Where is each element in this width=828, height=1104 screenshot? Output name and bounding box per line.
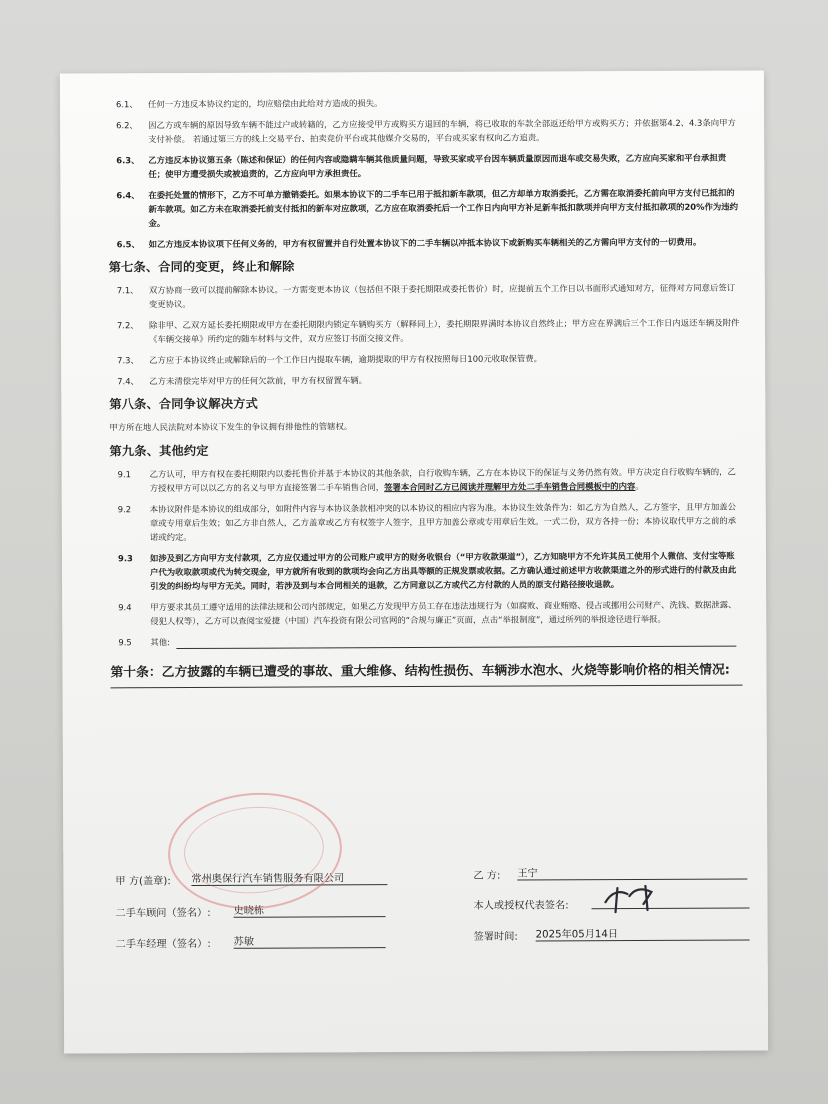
clause-item (110, 500, 742, 545)
manager-label: 二手车经理（签名）: (115, 938, 211, 951)
clause-9-1 (110, 465, 742, 496)
clause-text: 因乙方或车辆的原因导致车辆不能过户或转籍的，乙方应接受甲方或购买方退回的车辆，将已收取的车款全部返还给甲方或购买方；并依据第4.2、4.3条向甲方支付补偿。 若通过第三方的线上交易平台、拍卖竞价平台或其他媒介交易的，平台或买家有权向乙方追责。 (148, 117, 736, 145)
clause-text: 除非甲、乙双方延长委托期限或甲方在委托期限内锁定车辆购买方（解释同上），委托期限界满时本协议自然终止；甲方应在界满后三个工作日内返还车辆及附件《车辆交接单》所约定的随车材料与文件，双方应签订书面交接文件。 (148, 317, 740, 345)
advisor-row (115, 904, 265, 920)
date-row (473, 928, 619, 943)
contract-content (108, 95, 743, 689)
section-7-clauses (109, 281, 741, 389)
section-9-clauses (110, 500, 743, 629)
clause-item (108, 116, 740, 147)
clause-number: 6.4、 (116, 190, 140, 201)
clause-number: 6.5、 (116, 239, 140, 250)
section-6-clauses (108, 95, 741, 252)
clause-item (108, 151, 740, 182)
clause-text: 如乙方违反本协议项下任何义务的，甲方有权留置并自行处置本协议下的二手车辆以冲抵本协议下或新购买车辆相关的乙方需向甲方支付的一切费用。 (148, 236, 702, 250)
section-8-text: 甲方所在地人民法院对本协议下发生的争议拥有排他性的管辖权。 (109, 421, 353, 433)
clause-number: 9.5 (118, 637, 132, 648)
party-b-label: 乙 方: (473, 870, 501, 882)
contract-page (60, 70, 768, 1053)
clause-text: 本协议附件是本协议的组成部分，如附件内容与本协议条款相冲突的以本协议的相应内容为准。本协议生效条件为：如乙方为自然人，乙方签字，且甲方加盖公章或专用章后生效；如乙方非自然人，乙方盖章或乙方有权签字人签字，且甲方加盖公章或专用章后生效。一式二份，双方各持一份；本协议取代甲方之前的承诺或约定。 (149, 501, 737, 543)
clause-item (109, 351, 741, 368)
seal-inner-ring (181, 802, 327, 898)
party-b-value: 王宁 (517, 864, 747, 881)
party-a-label: 甲 方(盖章): (115, 876, 171, 888)
section-8-title: 第八条、合同争议解决方式 (109, 396, 258, 412)
clause-text-end: 。 (635, 480, 644, 492)
section-9-title: 第九条、其他约定 (109, 443, 209, 459)
clause-number: 9.2 (117, 504, 132, 515)
section-10-blank-line (111, 685, 743, 689)
representative-label: 本人或授权代表签名: (473, 900, 569, 912)
clause-text: 任何一方违反本协议约定的，均应赔偿由此给对方造成的损失。 (147, 98, 383, 110)
clause-text: 乙方违反本协议第五条（陈述和保证）的任何内容或隐瞒车辆其他质量问题，导致买家或平台因车辆质量原因而退车或交易失败，乙方应向买家和平台承担责任；使甲方遭受损失或被追责的，乙方应向甲方承担责任。 (148, 152, 727, 180)
party-a-value: 常州奥保行汽车销售服务有限公司 (191, 869, 387, 886)
clause-item (109, 281, 741, 312)
date-value: 2025年05月14日 (536, 925, 750, 942)
clause-number: 7.4、 (117, 376, 139, 387)
clause-item (109, 372, 741, 389)
clause-number: 9.4 (118, 602, 132, 613)
date-label: 签署时间: (473, 931, 518, 943)
clause-number: 7.2、 (116, 320, 139, 331)
other-label: 其他: (150, 637, 170, 648)
clause-text: 甲方要求其员工遵守适用的法律法规和公司内部规定，如果乙方发现甲方员工存在违法违规行为（如腐败、商业贿赂、侵占或挪用公司财产、洗钱、数据泄露、侵犯人权等），乙方可以查阅宝爱捷（中国）汽车投资有限公司官网的“合规与廉正”页面，点击“举报制度”，通过所列的举报途径进行举报。 (150, 599, 737, 627)
advisor-label: 二手车顾问（签名）: (115, 907, 211, 920)
clause-item (110, 598, 742, 629)
clause-item (109, 316, 741, 347)
clause-number: 6.3、 (116, 155, 140, 166)
clause-item (108, 186, 740, 231)
manager-value: 苏敏 (234, 932, 386, 949)
clause-text: 如涉及到乙方向甲方支付款项，乙方应仅通过甲方的公司账户或甲方的财务收银台（“甲方收款渠道”），乙方知晓甲方不允许其员工使用个人微信、支付宝等账户代为收取款项或代为转交现金，甲方就所有收到的款项均会向乙方出具等额的正规发票或收据。乙方确认通过前述甲方收款渠道之外的形式进行的付款及由此引发的纠纷均与甲方无关。同时，若涉及到与本合同相关的退款，乙方同意以乙方或代乙方付款的人员的原支付路径接收退款。 (149, 550, 737, 592)
other-blank-line (177, 646, 737, 649)
clause-number: 9.1 (117, 469, 131, 480)
clause-text: 在委托处置的情形下，乙方不可单方撤销委托。如果本协议下的二手车已用于抵扣新车款项，但乙方却单方取消委托，乙方需在取消委托前向甲方支付已抵扣的新车款项。如乙方未在取消委托前支付抵扣的新车对应款项，乙方应在取消委托后一个工作日内向甲方补足新车抵扣款项并向甲方支付抵扣款项的20%作为违约金。 (148, 187, 739, 229)
advisor-value: 史晓栋 (233, 901, 385, 918)
party-a-row (115, 872, 345, 888)
clause-text: 乙方认可，甲方有权在委托期限内以委托售价并基于本协议的其他条款，自行收购车辆，乙方在本协议下的保证与义务仍然有效。甲方决定自行收购车辆的，乙方授权甲方可以以乙方的名义与甲方直接签署二手车销售合同， (149, 466, 736, 494)
clause-number: 7.3、 (117, 355, 139, 366)
clause-number: 9.3 (117, 553, 133, 564)
party-b-row (473, 867, 538, 882)
representative-row (473, 896, 568, 911)
clause-number: 6.2、 (116, 120, 138, 131)
clause-text: 乙方应于本协议终止或解除后的一个工作日内提取车辆，逾期提取的甲方有权按照每日100元收取保管费。 (149, 353, 542, 366)
clause-text: 双方协商一致可以提前解除本协议。一方需变更本协议（包括但不限于委托期限或委托售价）时，应提前五个工作日以书面形式通知对方，征得对方同意后签订变更协议。 (148, 282, 736, 310)
section-10-title: 第十条：乙方披露的车辆已遭受的事故、重大维修、结构性损伤、车辆涉水泡水、火烧等影响价格的相关情况: (110, 662, 730, 681)
clause-item (110, 549, 742, 594)
clause-9-5 (110, 633, 742, 650)
handwritten-signature-icon (599, 882, 669, 916)
section-7-title: 第七条、合同的变更，终止和解除 (108, 259, 295, 275)
clause-number: 7.1、 (116, 285, 139, 296)
clause-text: 乙方未清偿完毕对甲方的任何欠款前，甲方有权留置车辆。 (149, 375, 367, 387)
clause-item (108, 95, 740, 112)
manager-row (115, 935, 255, 951)
clause-underlined-text: 签署本合同时乙方已阅读并理解甲方处二手车销售合同模板中的内容 (384, 481, 636, 493)
clause-number: 6.1、 (115, 99, 138, 110)
clause-item (109, 235, 741, 252)
